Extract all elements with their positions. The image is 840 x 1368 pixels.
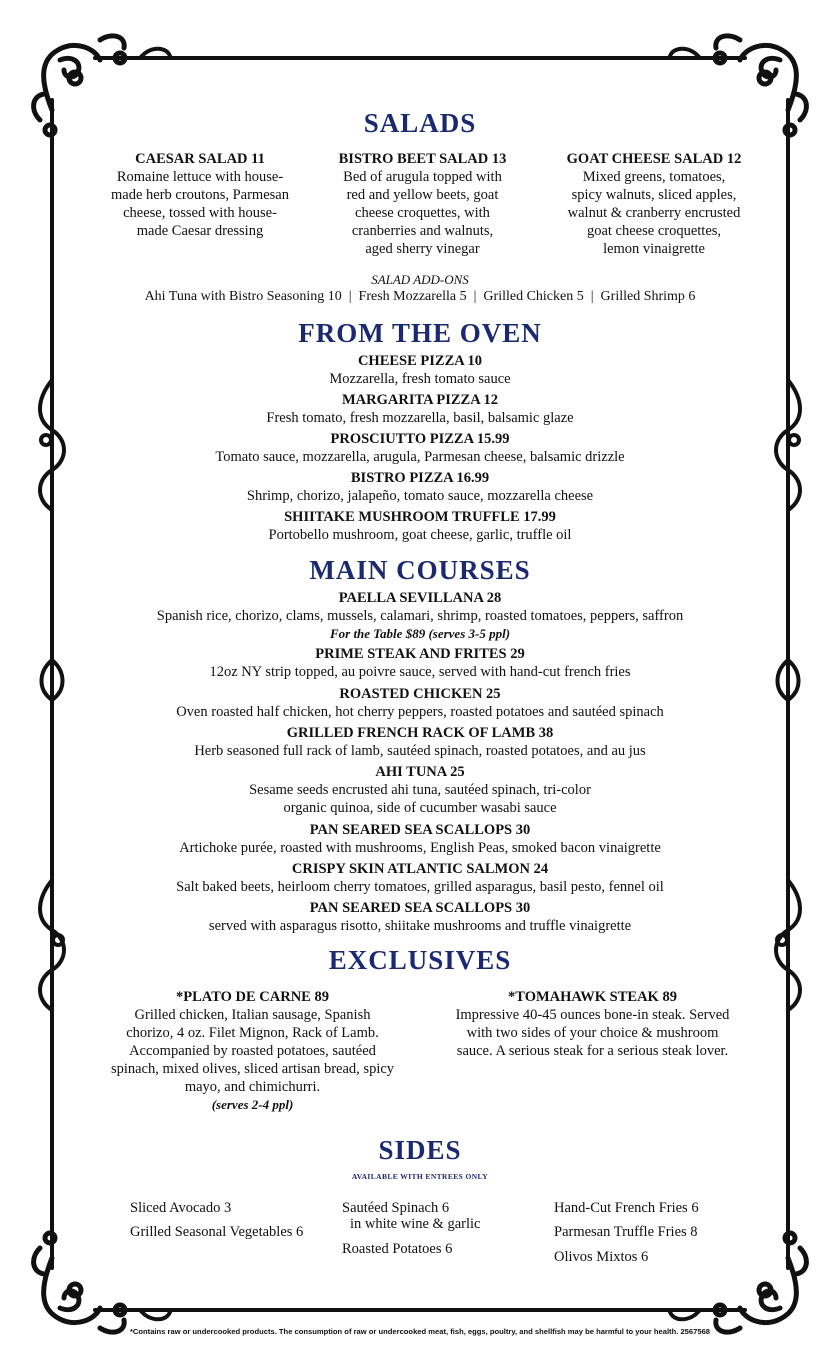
item-desc: Portobello mushroom, goat cheese, garlic, truffle oil [268,527,572,543]
oven-item [60,352,780,388]
caesar-salad-item [90,150,310,240]
item-desc-line: Sesame seeds encrusted ahi tuna, sautéed spinach, tri-color [249,782,591,798]
sides-heading: SIDES [378,1135,462,1165]
side-item-note: in white wine & garlic [350,1216,481,1232]
item-desc-line: Accompanied by roasted potatoes, sautéed [129,1043,376,1059]
item-title: CAESAR SALAD 11 [135,151,265,167]
item-desc: Tomato sauce, mozzarella, arugula, Parmesan cheese, balsamic drizzle [215,449,625,465]
item-desc-line: organic quinoa, side of cucumber wasabi sauce [283,800,557,816]
item-desc: Mozzarella, fresh tomato sauce [329,371,511,387]
main-item-steak [60,645,780,681]
main-item-tuna [60,763,780,817]
item-desc-line: chorizo, 4 oz. Filet Mignon, Rack of Lamb. [126,1025,379,1041]
side-item: Roasted Potatoes 6 [342,1241,453,1257]
salads-heading: SALADS [363,108,477,138]
item-title: PRIME STEAK AND FRITES 29 [315,646,525,662]
health-disclaimer: *Contains raw or undercooked products. The consumption of raw or undercooked meat, fish, eggs, poultry, and shellfish may be harmful to your health. 2567568 [129,1327,711,1336]
item-title: CHEESE PIZZA 10 [357,353,483,369]
exclusive-item-plato [80,988,425,1113]
item-desc-line: Impressive 40-45 ounces bone-in steak. Served [455,1007,730,1023]
item-desc-line: cranberries and walnuts, [351,223,494,239]
side-item: Parmesan Truffle Fries 8 [554,1224,698,1240]
exclusives-heading: EXCLUSIVES [328,945,512,975]
salad-addons-label: SALAD ADD-ONS [371,272,469,287]
item-title: PAN SEARED SEA SCALLOPS 30 [309,822,531,838]
item-desc: Oven roasted half chicken, hot cherry peppers, roasted potatoes and sautéed spinach [176,704,664,720]
item-title: *TOMAHAWK STEAK 89 [508,989,677,1005]
goat-cheese-salad-item [540,150,768,258]
item-desc-line: Grilled chicken, Italian sausage, Spanish [134,1007,371,1023]
oven-item [60,469,780,505]
side-item: Sliced Avocado 3 [130,1200,232,1216]
item-desc: Fresh tomato, fresh mozzarella, basil, balsamic glaze [266,410,574,426]
main-item-paella [60,589,780,642]
item-note: For the Table $89 (serves 3-5 ppl) [329,626,511,641]
oven-item [60,508,780,544]
item-title: GOAT CHEESE SALAD 12 [566,151,742,167]
main-item-salmon [60,860,780,896]
item-title: SHIITAKE MUSHROOM TRUFFLE 17.99 [284,509,556,525]
item-desc-line: spicy walnuts, sliced apples, [571,187,737,203]
side-item: Grilled Seasonal Vegetables 6 [130,1224,304,1240]
item-desc-line: walnut & cranberry encrusted [567,205,741,221]
item-desc-line: Romaine lettuce with house- [116,169,284,185]
side-item: Sautéed Spinach 6 [342,1200,450,1216]
item-desc-line: Mixed greens, tomatoes, [582,169,726,185]
item-desc-line: cheese, tossed with house- [123,205,277,221]
item-desc: Spanish rice, chorizo, clams, mussels, calamari, shrimp, roasted tomatoes, peppers, saffron [156,608,684,624]
main-item-chicken [60,685,780,721]
oven-heading: FROM THE OVEN [298,318,542,348]
item-desc-line: lemon vinaigrette [603,241,705,257]
item-desc-line: aged sherry vinegar [365,241,480,257]
item-desc-line: red and yellow beets, goat [346,187,499,203]
bistro-beet-salad-item [315,150,530,258]
oven-item [60,430,780,466]
main-item-lamb [60,724,780,760]
item-desc-line: made herb croutons, Parmesan [111,187,289,203]
item-title: *PLATO DE CARNE 89 [176,989,329,1005]
salad-addons-list: Ahi Tuna with Bistro Seasoning 10 | Fresh Mozzarella 5 | Grilled Chicken 5 | Grilled Shrimp 6 [144,289,696,304]
item-title: MARGARITA PIZZA 12 [341,392,499,408]
exclusive-item-tomahawk [425,988,760,1060]
item-desc: Shrimp, chorizo, jalapeño, tomato sauce, mozzarella cheese [246,488,594,504]
main-courses-heading: MAIN COURSES [309,555,531,585]
item-title: GRILLED FRENCH RACK OF LAMB 38 [286,725,554,741]
item-desc: 12oz NY strip topped, au poivre sauce, served with hand-cut french fries [209,664,631,680]
item-desc: served with asparagus risotto, shiitake mushrooms and truffle vinaigrette [208,918,632,934]
item-desc-line: Bed of arugula topped with [343,169,502,185]
item-desc-line: with two sides of your choice & mushroom [466,1025,719,1041]
side-item: Olivos Mixtos 6 [554,1249,649,1265]
item-desc-line: spinach, mixed olives, sliced artisan bread, spicy [110,1061,395,1077]
sides-subheading: AVAILABLE WITH ENTREES ONLY [351,1172,489,1181]
item-title: BISTRO BEET SALAD 13 [338,151,507,167]
item-desc-line: mayo, and chimichurri. [184,1079,321,1095]
side-item: Hand-Cut French Fries 6 [554,1200,699,1216]
item-desc: Salt baked beets, heirloom cherry tomatoes, grilled asparagus, basil pesto, fennel oil [176,879,664,895]
item-desc-line: made Caesar dressing [136,223,264,239]
item-desc-line: sauce. A serious steak for a serious steak lover. [456,1043,729,1059]
item-title: AHI TUNA 25 [375,764,465,780]
item-desc: Artichoke purée, roasted with mushrooms, English Peas, smoked bacon vinaigrette [179,840,661,856]
item-title: PAELLA SEVILLANA 28 [338,590,502,606]
main-item-scallops [60,821,780,857]
item-note: (serves 2-4 ppl) [211,1097,294,1112]
item-title: PAN SEARED SEA SCALLOPS 30 [309,900,531,916]
item-title: ROASTED CHICKEN 25 [339,686,501,702]
item-title: BISTRO PIZZA 16.99 [350,470,490,486]
item-title: PROSCIUTTO PIZZA 15.99 [330,431,510,447]
item-title: CRISPY SKIN ATLANTIC SALMON 24 [291,861,549,877]
salad-addons [60,271,780,306]
item-desc: Herb seasoned full rack of lamb, sautéed spinach, roasted potatoes, and au jus [194,743,646,759]
item-desc-line: goat cheese croquettes, [586,223,722,239]
main-item-scallops [60,899,780,935]
oven-item [60,391,780,427]
item-desc-line: cheese croquettes, with [355,205,490,221]
